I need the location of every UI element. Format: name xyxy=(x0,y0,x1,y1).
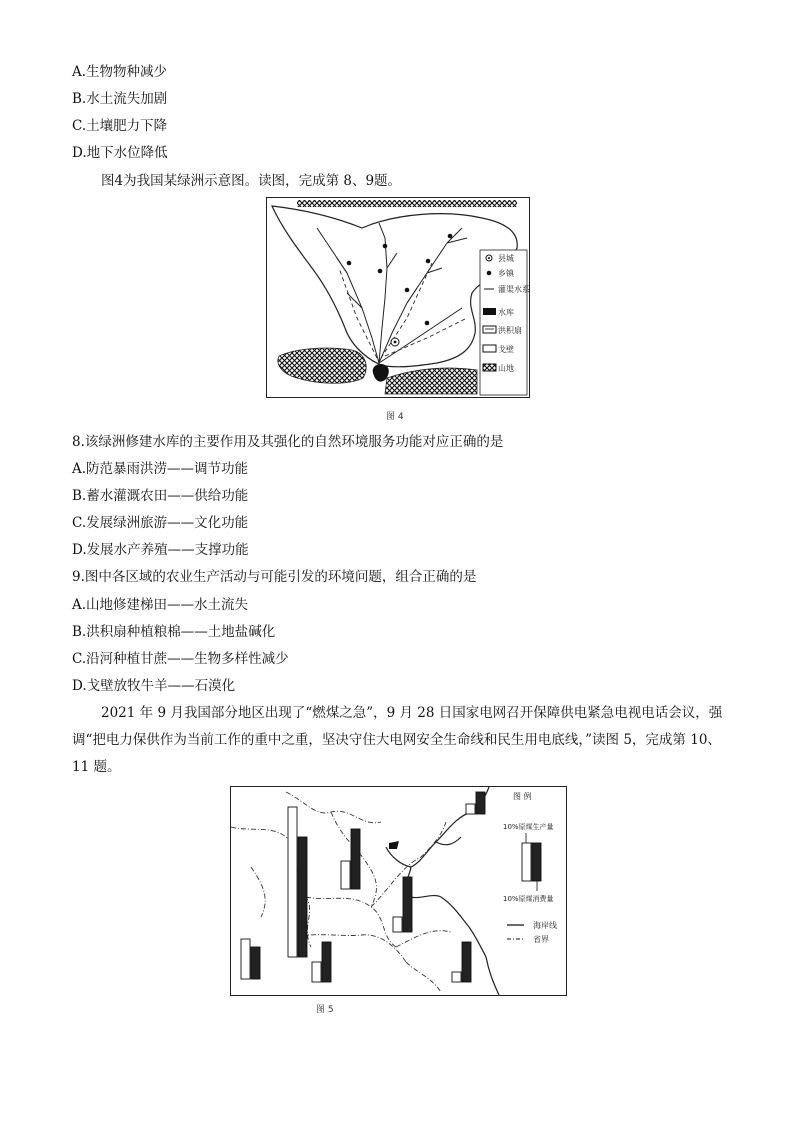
q8-option-d: D.发展水产养殖——支撑功能 xyxy=(72,542,249,558)
q7-option-c: C.土壤肥力下降 xyxy=(72,118,168,134)
province-borders xyxy=(231,792,451,992)
production-bar xyxy=(312,962,321,982)
production-bar xyxy=(288,807,297,957)
figure-5-caption: 图 5 xyxy=(316,1005,334,1015)
mountain-right xyxy=(385,368,477,394)
q8-option-b: B.蓄水灌溉农田——供给功能 xyxy=(72,488,249,504)
legend-coastline: 海岸线 xyxy=(533,921,557,930)
figure-5-coal-map xyxy=(230,786,567,996)
production-bar xyxy=(393,917,402,932)
consumption-bar xyxy=(403,877,412,932)
legend-gobi: 戈壁 xyxy=(498,345,514,354)
q7-option-d: D.地下水位降低 xyxy=(72,145,168,161)
coal-map-graphic xyxy=(231,787,566,995)
q9-option-c: C.沿河种植甘蔗——生物多样性减少 xyxy=(72,651,289,667)
reservoir xyxy=(373,364,389,382)
q9-option-b: B.洪积扇种植粮棉——土地盐碱化 xyxy=(72,624,276,640)
legend-reservoir: 水库 xyxy=(498,308,514,317)
q9-option-d: D.戈壁放牧牛羊——石漠化 xyxy=(72,678,236,694)
q9-stem: 9.图中各区域的农业生产活动与可能引发的环境问题，组合正确的是 xyxy=(72,569,477,585)
production-bar xyxy=(452,972,461,982)
q8-stem: 8.该绿洲修建水库的主要作用及其强化的自然环境服务功能对应正确的是 xyxy=(72,434,504,450)
consumption-bar xyxy=(322,942,331,982)
consumption-bar xyxy=(476,792,485,814)
figure-4-caption: 图 4 xyxy=(386,412,404,422)
oasis-map-graphic xyxy=(267,198,529,397)
legend-fan: 洪积扇 xyxy=(498,326,522,335)
legend-township: 乡镇 xyxy=(498,269,514,278)
production-bar xyxy=(466,804,475,814)
legend-mountain: 山地 xyxy=(498,364,514,373)
figure5-legend xyxy=(503,791,557,944)
legend-title: 图 例 xyxy=(513,792,532,801)
q7-option-a: A.生物物种减少 xyxy=(72,64,168,80)
intro-q10-q11: 2021 年 9 月我国部分地区出现了“燃煤之急”，9 月 28 日国家电网召开保障供电紧急电视电话会议，强调“把电力保供作为当前工作的重中之重，坚决守住大电网安全生命线和民生用电底线，”读图 5，完成第 10、11 题。 xyxy=(72,705,723,775)
water-body xyxy=(389,841,399,849)
mountain-top xyxy=(297,200,517,207)
figure-4-oasis-map xyxy=(266,197,530,398)
q9-option-a: A.山地修建梯田——水土流失 xyxy=(72,597,249,613)
production-bar xyxy=(241,939,250,979)
consumption-bar xyxy=(351,829,360,889)
legend-canal: 灌渠水系 xyxy=(498,285,529,294)
q8-option-a: A.防范暴雨洪涝——调节功能 xyxy=(72,461,249,477)
legend-production: 10%原煤生产量 xyxy=(503,823,554,831)
consumption-bar xyxy=(462,942,471,982)
consumption-bar xyxy=(298,837,307,957)
consumption-bar xyxy=(251,947,260,979)
production-bar xyxy=(341,861,350,889)
q7-option-b: B.水土流失加剧 xyxy=(72,91,168,107)
intro-q8-q9: 图4为我国某绿洲示意图。读图，完成第 8、9题。 xyxy=(101,173,402,189)
legend-county: 县城 xyxy=(498,254,514,263)
figure4-legend xyxy=(480,250,529,395)
legend-border: 省界 xyxy=(533,935,549,944)
mountain-left xyxy=(278,348,366,383)
q8-option-c: C.发展绿洲旅游——文化功能 xyxy=(72,515,249,531)
legend-consumption: 10%原煤消费量 xyxy=(503,895,554,903)
